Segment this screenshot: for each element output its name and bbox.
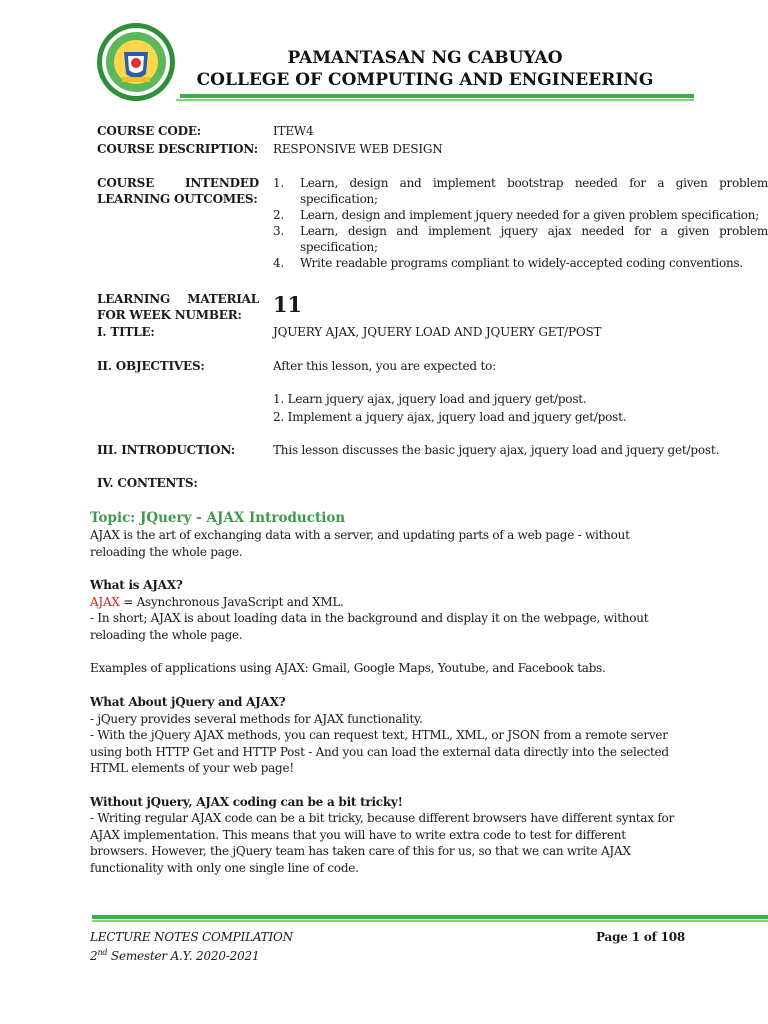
ilo-label-2: LEARNING OUTCOMES: [97, 192, 258, 206]
outcome-item: 4. Write readable programs compliant to widely-accepted coding conventions. [273, 256, 743, 270]
objective-2: 2. Implement a jquery ajax, jquery load and jquery get/post. [273, 410, 627, 424]
footer-rule [92, 915, 768, 919]
heading-what-is-ajax: What is AJAX? [90, 578, 183, 592]
paragraph-requests: - With the jQuery AJAX methods, you can request text, HTML, XML, or JSON from a remote server using both HTTP Get and HTTP Post - And you can load the external data directly into the selected HTML elements of your web page! [90, 728, 669, 776]
header-rule [180, 94, 694, 98]
objective-1: 1. Learn jquery ajax, jquery load and jquery get/post. [273, 392, 587, 406]
paragraph-tricky: - Writing regular AJAX code can be a bit tricky, because different browsers have different syntax for AJAX implementation. This means that you will have to write extra code to test for different browsers. However, the jQuery team has taken care of this for us, so that we can write AJAX functionality with only one single line of code. [90, 811, 675, 875]
university-name: PAMANTASAN NG CABUYAO [287, 48, 563, 68]
intro-text: This lesson discusses the basic jquery ajax, jquery load and jquery get/post. [273, 443, 720, 457]
paragraph-methods: - jQuery provides several methods for AJAX functionality. [90, 712, 423, 726]
header-rule-light [176, 99, 694, 101]
intro-label: III. INTRODUCTION: [97, 443, 235, 457]
topic-heading: Topic: JQuery - AJAX Introduction [90, 510, 346, 526]
week-label-2: FOR WEEK NUMBER: [97, 308, 242, 322]
footer-semester: 2nd Semester A.Y. 2020-2021 [90, 948, 260, 963]
course-code-label: COURSE CODE: [97, 124, 202, 138]
course-desc-label: COURSE DESCRIPTION: [97, 142, 258, 156]
outcome-item: 2. Learn, design and implement jquery needed for a given problem specification; [273, 208, 760, 222]
week-label-1: LEARNING MATERIAL [97, 292, 259, 306]
outcome-item: 1. Learn, design and implement bootstrap needed for a given problem specification; [273, 176, 768, 206]
university-seal-logo [96, 22, 176, 102]
footer-compilation: LECTURE NOTES COMPILATION [90, 930, 293, 944]
paragraph-in-short: - In short; AJAX is about loading data in the background and display it on the webpage, without reloading the whole page. [90, 611, 649, 642]
week-number: 11 [273, 292, 302, 317]
objectives-intro: After this lesson, you are expected to: [273, 359, 497, 373]
college-name: COLLEGE OF COMPUTING AND ENGINEERING [196, 70, 654, 90]
outcomes-list [273, 175, 768, 271]
page-number: Page 1 of 108 [596, 930, 686, 944]
course-code: ITEW4 [273, 124, 314, 138]
contents-label: IV. CONTENTS: [97, 476, 198, 490]
title-label: I. TITLE: [97, 325, 155, 339]
footer-rule-light [92, 920, 768, 922]
ajax-term: AJAX [90, 595, 120, 609]
lesson-title: JQUERY AJAX, JQUERY LOAD AND JQUERY GET/POST [273, 325, 602, 339]
paragraph-examples: Examples of applications using AJAX: Gmail, Google Maps, Youtube, and Facebook tabs. [90, 661, 606, 675]
objectives-label: II. OBJECTIVES: [97, 359, 205, 373]
outcome-item: 3. Learn, design and implement jquery ajax needed for a given problem specification; [273, 224, 768, 254]
heading-jquery-ajax: What About jQuery and AJAX? [90, 695, 286, 709]
paragraph-intro: AJAX is the art of exchanging data with a server, and updating parts of a web page - without reloading the whole page. [90, 528, 630, 559]
heading-without-jquery: Without jQuery, AJAX coding can be a bit tricky! [90, 795, 403, 809]
ilo-label-1: COURSE INTENDED [97, 176, 259, 190]
course-desc: RESPONSIVE WEB DESIGN [273, 142, 443, 156]
ajax-definition: AJAX = Asynchronous JavaScript and XML. [90, 595, 344, 609]
